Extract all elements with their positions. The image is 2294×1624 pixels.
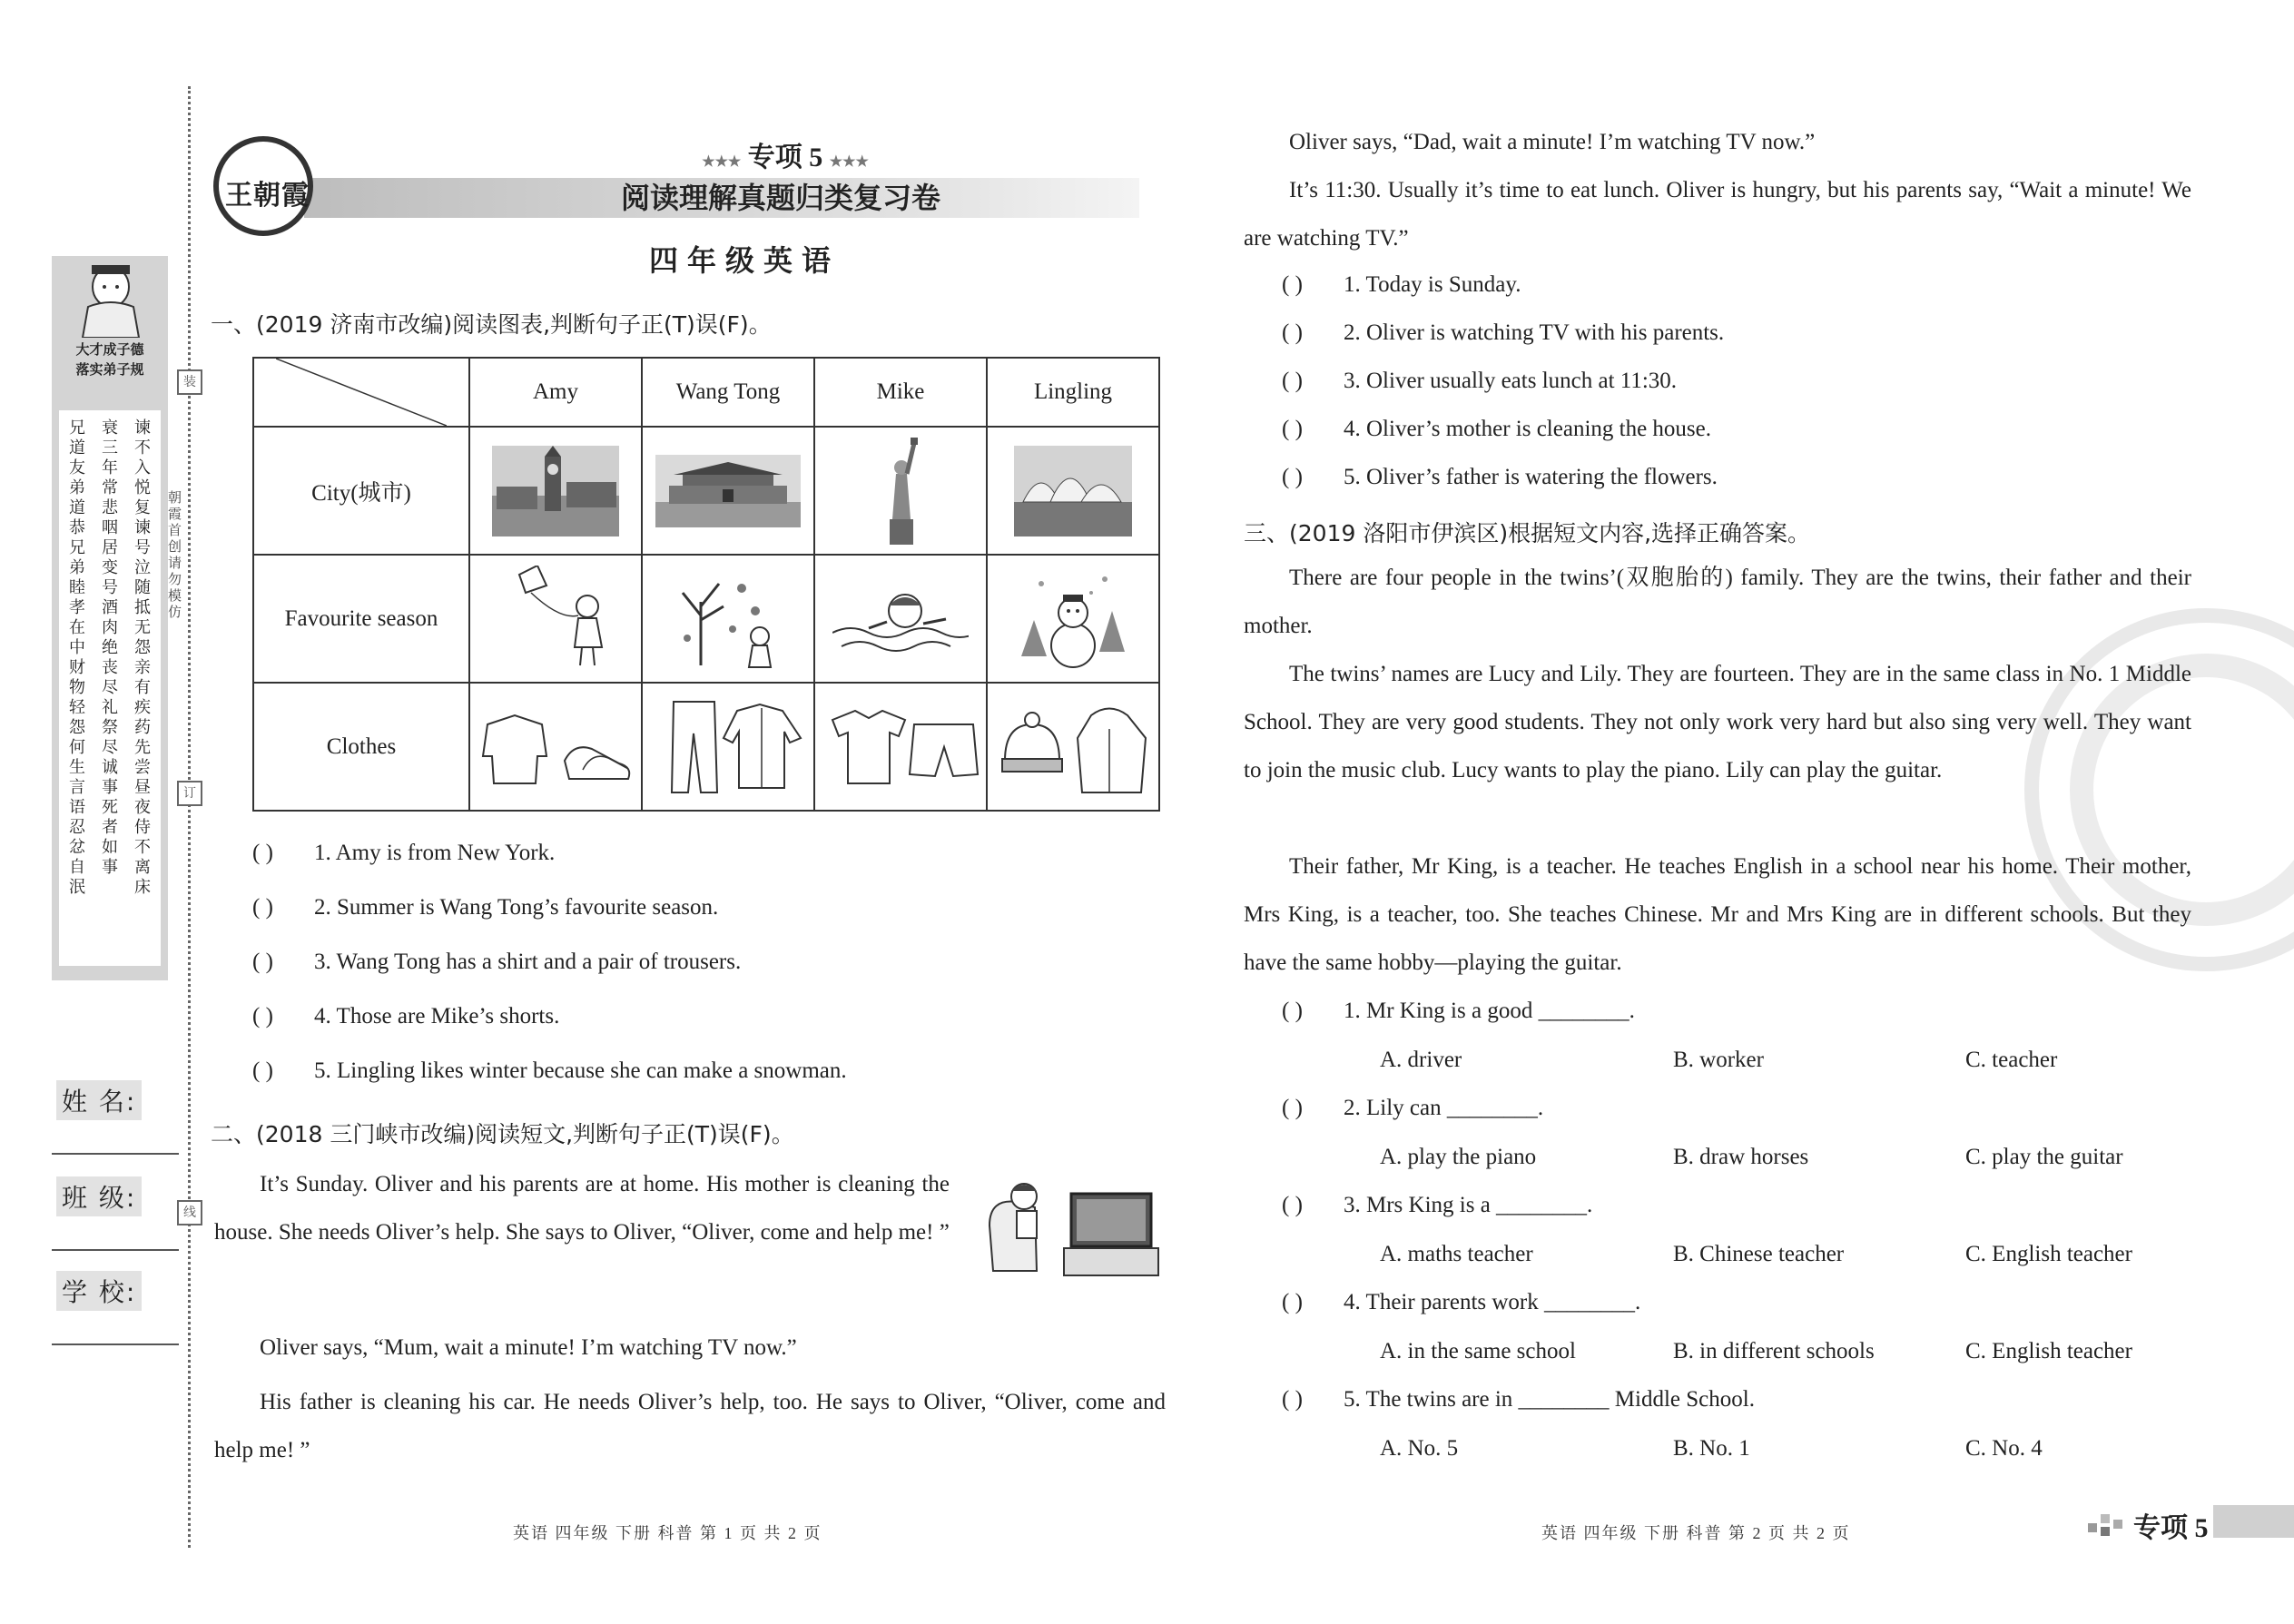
option-b[interactable]: B. No. 1 <box>1673 1436 1750 1461</box>
passage-paragraph: Oliver says, “Dad, wait a minute! I’m watching TV now.” <box>1289 130 1816 154</box>
option-c[interactable]: C. teacher <box>1965 1048 2058 1072</box>
question-item: ( ) 5. Oliver’s father is watering the flowers. <box>1282 465 1718 489</box>
question-item: ( ) 3. Oliver usually eats lunch at 11:30. <box>1282 369 1678 393</box>
row-header: Favourite season <box>253 555 469 683</box>
question-item: ( ) 5. The twins are in ________ Middle School. <box>1282 1387 1755 1412</box>
passage-paragraph: His father is cleaning his car. He needs Oliver’s help, too. He says to Oliver, “Oliver, come and help me! ” <box>214 1390 1166 1462</box>
table-corner-cell <box>253 358 469 427</box>
table-cell <box>814 683 987 811</box>
binding-line <box>188 86 191 1548</box>
falling-leaves-icon <box>669 566 787 673</box>
answer-blank[interactable]: ( ) <box>1282 1193 1303 1217</box>
question-item: ( ) 4. Their parents work ________. <box>1282 1290 1641 1314</box>
passage-paragraph: Their father, Mr King, is a teacher. He teaches English in a school near his home. Their mother, Mrs King, is a teacher, too. She teaches Chinese. Mr and Mrs King are in different schools. But they have the same hobby—playing the guitar. <box>1244 854 2191 975</box>
sydney-opera-house-icon <box>1014 446 1132 536</box>
section-1-heading: 一、(2019 济南市改编)阅读图表,判断句子正(T)误(F)。 <box>211 311 772 338</box>
question-item: ( ) 3. Wang Tong has a shirt and a pair of trousers. <box>252 950 742 974</box>
row-header: City(城市) <box>253 427 469 555</box>
option-a[interactable]: A. driver <box>1380 1048 1462 1072</box>
tshirt-shorts-icon <box>819 702 982 792</box>
question-item: ( ) 2. Lily can ________. <box>1282 1096 1544 1120</box>
option-b[interactable]: B. draw horses <box>1673 1145 1809 1169</box>
answer-blank[interactable]: ( ) <box>252 1058 273 1083</box>
question-item: ( ) 1. Mr King is a good ________. <box>1282 999 1635 1023</box>
option-c[interactable]: C. play the guitar <box>1965 1145 2123 1169</box>
section-3-heading: 三、(2019 洛阳市伊滨区)根据短文内容,选择正确答案。 <box>1244 520 1811 546</box>
table-cell <box>642 683 814 811</box>
answer-blank[interactable]: ( ) <box>1282 417 1303 441</box>
sweater-shoes-icon <box>474 702 637 792</box>
statue-of-liberty-icon <box>860 438 941 545</box>
name-label: 姓 名: <box>56 1080 142 1120</box>
table-cell <box>642 555 814 683</box>
answer-blank[interactable]: ( ) <box>1282 1096 1303 1120</box>
trousers-shirt-icon <box>646 697 810 797</box>
passage-paragraph: Oliver says, “Mum, wait a minute! I’m watching TV now.” <box>260 1335 797 1360</box>
page-footer: 英语 四年级 下册 科普 第 1 页 共 2 页 <box>513 1524 822 1542</box>
info-table <box>252 357 1160 812</box>
tiananmen-icon <box>655 455 801 527</box>
motto-column: 衰三年常悲咽居变号酒肉绝丧尽礼祭尽诚事死者如事 <box>102 418 118 876</box>
option-b[interactable]: B. Chinese teacher <box>1673 1242 1845 1266</box>
table-cell <box>469 427 642 555</box>
corner-bar <box>2213 1505 2294 1538</box>
column-header: Mike <box>814 358 987 427</box>
big-ben-icon <box>492 446 619 536</box>
option-b[interactable]: B. in different schools <box>1673 1339 1875 1363</box>
copyright-vertical-text: 朝霞首创 请勿模仿 <box>168 491 182 620</box>
topic-label: ★★★ 专项 5 ★★★ <box>702 143 869 172</box>
diagonal-line <box>276 359 447 426</box>
class-field[interactable] <box>52 1249 179 1251</box>
answer-blank[interactable]: ( ) <box>252 895 273 920</box>
school-field[interactable] <box>52 1343 179 1345</box>
question-item: ( ) 2. Oliver is watching TV with his parents. <box>1282 320 1725 345</box>
option-a[interactable]: A. in the same school <box>1380 1339 1576 1363</box>
boy-watching-tv-icon <box>980 1171 1162 1280</box>
answer-blank[interactable]: ( ) <box>1282 1387 1303 1412</box>
answer-blank[interactable]: ( ) <box>252 950 273 974</box>
answer-blank[interactable]: ( ) <box>252 1004 273 1029</box>
option-a[interactable]: A. No. 5 <box>1380 1436 1459 1461</box>
table-cell <box>987 555 1159 683</box>
answer-blank[interactable]: ( ) <box>1282 320 1303 345</box>
passage-paragraph: The twins’ names are Lucy and Lily. They are fourteen. They are in the same class in No. 1 Middle School. They are very good students. They not only work very hard but also sing very well. They want to join the music club. Lucy wants to play the piano. Lily can play the guitar. <box>1244 662 2191 782</box>
binding-seal: 装 <box>177 369 202 395</box>
logo-text: 王朝霞 <box>225 181 310 211</box>
table-cell <box>469 555 642 683</box>
paper-subtitle: 四年级英语 <box>648 243 840 278</box>
answer-blank[interactable]: ( ) <box>1282 369 1303 393</box>
table-cell <box>469 683 642 811</box>
answer-blank[interactable]: ( ) <box>1282 1290 1303 1314</box>
hat-coat-icon <box>991 697 1155 797</box>
motto-columns <box>59 410 161 966</box>
option-c[interactable]: C. English teacher <box>1965 1242 2132 1266</box>
motto-title: 大才成子德 落实弟子规 <box>75 341 144 378</box>
motto-column: 兄道友弟道恭兄弟睦孝在中财物轻怨何生言语忍忿自泯 <box>69 418 85 896</box>
option-c[interactable]: C. English teacher <box>1965 1339 2132 1363</box>
corner-pattern-icon <box>2088 1511 2124 1536</box>
answer-blank[interactable]: ( ) <box>252 841 273 865</box>
page-footer: 英语 四年级 下册 科普 第 2 页 共 2 页 <box>1541 1524 1851 1542</box>
option-a[interactable]: A. play the piano <box>1380 1145 1537 1169</box>
binding-seal: 订 <box>177 781 202 806</box>
question-item: ( ) 2. Summer is Wang Tong’s favourite season. <box>252 895 719 920</box>
motto-column: 谏不入悦复谏号泣随抵无怨亲有疾药先尝昼夜侍不离床 <box>134 418 151 896</box>
corner-topic-label: 专项 5 <box>2133 1513 2209 1543</box>
school-label: 学 校: <box>56 1271 142 1311</box>
swimming-boy-icon <box>832 578 969 660</box>
option-b[interactable]: B. worker <box>1673 1048 1764 1072</box>
answer-blank[interactable]: ( ) <box>1282 999 1303 1023</box>
passage-paragraph: It’s Sunday. Oliver and his parents are at home. His mother is cleaning the house. She needs Oliver’s help. She says to Oliver, “Oliver, come and help me! ” <box>214 1172 950 1245</box>
column-header: Amy <box>469 358 642 427</box>
binding-seal: 线 <box>177 1200 202 1225</box>
snowman-icon <box>1014 566 1132 673</box>
question-item: ( ) 4. Those are Mike’s shorts. <box>252 1004 560 1029</box>
question-item: ( ) 3. Mrs King is a ________. <box>1282 1193 1593 1217</box>
table-cell <box>814 427 987 555</box>
scholar-figure-icon <box>79 261 143 338</box>
option-a[interactable]: A. maths teacher <box>1380 1242 1533 1266</box>
class-label: 班 级: <box>56 1176 142 1216</box>
question-item: ( ) 1. Amy is from New York. <box>252 841 556 865</box>
question-item: ( ) 5. Lingling likes winter because she can make a snowman. <box>252 1058 847 1083</box>
passage-paragraph: It’s 11:30. Usually it’s time to eat lunch. Oliver is hungry, but his parents say, “Wait a minute! We are watching TV.” <box>1244 178 2191 251</box>
section-2-heading: 二、(2018 三门峡市改编)阅读短文,判断句子正(T)误(F)。 <box>211 1121 794 1147</box>
question-item: ( ) 4. Oliver’s mother is cleaning the house. <box>1282 417 1712 441</box>
column-header: Lingling <box>987 358 1159 427</box>
option-c[interactable]: C. No. 4 <box>1965 1436 2043 1461</box>
column-header: Wang Tong <box>642 358 814 427</box>
question-item: ( ) 1. Today is Sunday. <box>1282 272 1521 297</box>
answer-blank[interactable]: ( ) <box>1282 465 1303 489</box>
table-cell <box>987 683 1159 811</box>
answer-blank[interactable]: ( ) <box>1282 272 1303 297</box>
row-header: Clothes <box>253 683 469 811</box>
motto-panel <box>52 256 168 980</box>
table-cell <box>987 427 1159 555</box>
table-cell <box>642 427 814 555</box>
table-cell <box>814 555 987 683</box>
name-field[interactable] <box>52 1153 179 1155</box>
kite-girl-icon <box>497 566 615 673</box>
passage-paragraph: There are four people in the twins’(双胞胎的) family. They are the twins, their father and their mother. <box>1244 566 2191 638</box>
paper-title: 阅读理解真题归类复习卷 <box>620 181 940 215</box>
